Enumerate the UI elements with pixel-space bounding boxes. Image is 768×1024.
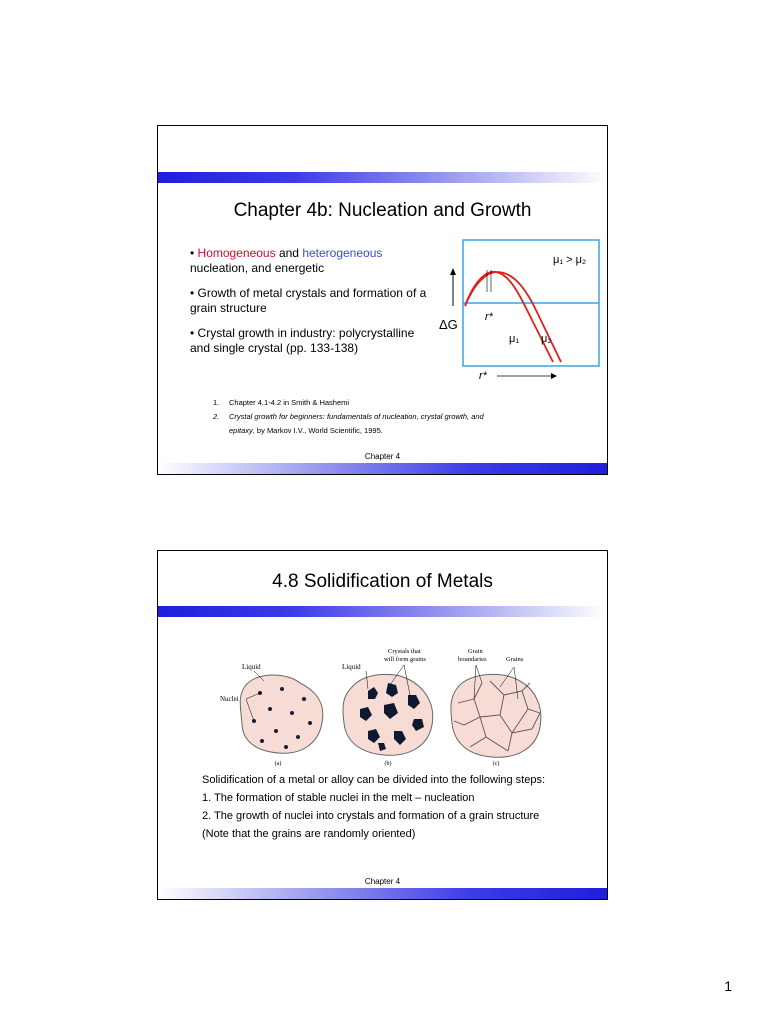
r-axis-arrowhead [551,373,557,379]
delta-g-arrowhead [450,268,456,275]
page-number: 1 [724,978,732,994]
label-crystals-2: will form grains [384,656,426,663]
slide-footer: Chapter 4 [364,452,401,461]
bullet-list [190,246,435,366]
reference-2-cont: epitaxy, by Markov I.V., World Scientific, 1995. [229,426,383,435]
label-grain-1: Grain [468,648,483,655]
caption-a: (a) [274,761,282,767]
bullet-industry: • Crystal growth in industry: polycrystalline and single crystal (pp. 133-138) [190,326,415,355]
label-crystals-1: Crystals that [388,648,421,655]
label-grain-2: boundaries [458,656,487,663]
slide-footer: Chapter 4 [364,877,401,886]
liquid-region-a [240,675,323,753]
label-liquid-b: Liquid [342,663,361,671]
figure-b [342,648,433,767]
heterogeneous-word: heterogeneous [302,246,383,260]
mu2-label: μ₂ [541,333,552,345]
reference-1: 1. Chapter 4.1-4.2 in Smith & Hashemi [213,398,350,407]
nucleus-dot [260,739,264,743]
free-energy-diagram [435,236,605,386]
figure-a [220,663,323,767]
nucleus-dot [302,697,306,701]
slide-nucleation-growth [157,125,608,475]
solidification-steps [202,771,602,843]
bullet-homogeneous: • Homogeneous and heterogeneous nucleation, and energetic [190,246,383,275]
r-star-top-label: r* [485,311,493,323]
mu1-label: μ₁ [509,333,520,345]
label-liquid-a: Liquid [242,663,261,671]
slide-title: 4.8 Solidification of Metals [272,571,493,592]
step-2: 2. The growth of nuclei into crystals and formation of a grain structure [202,810,540,822]
title-gradient-bar [158,606,607,617]
steps-intro: Solidification of a metal or alloy can be divided into the following steps: [202,774,546,786]
steps-note: (Note that the grains are randomly oriented) [202,828,416,840]
caption-c: (c) [492,761,500,767]
bullet-growth: • Growth of metal crystals and formation of a grain structure [190,286,427,315]
footer-gradient-bar [158,888,607,899]
nucleus-dot [268,707,272,711]
solidification-figure [218,643,548,767]
caption-b: (b) [384,761,392,767]
nucleus-dot [296,735,300,739]
label-grains: Grains [506,656,524,663]
nucleus-dot [290,711,294,715]
slide-title: Chapter 4b: Nucleation and Growth [233,200,532,221]
figure-c [451,648,541,767]
slide-solidification [157,550,608,900]
homogeneous-word: Homogeneous [197,246,276,260]
reference-2: 2. Crystal growth for beginners: fundamentals of nucleation, crystal growth, and [213,412,484,421]
title-gradient-bar [158,172,607,183]
mu-compare-label: μ₁ > μ₂ [553,254,587,266]
label-nuclei: Nuclei [220,695,239,703]
step-1: 1. The formation of stable nuclei in the melt – nucleation [202,792,475,804]
r-star-axis-label: r* [479,370,487,382]
references [213,396,573,438]
nucleus-dot [274,729,278,733]
nucleus-dot [308,721,312,725]
footer-gradient-bar [158,463,607,474]
nucleus-dot [284,745,288,749]
nucleus-dot [280,687,284,691]
delta-g-label: ΔG [439,317,458,332]
